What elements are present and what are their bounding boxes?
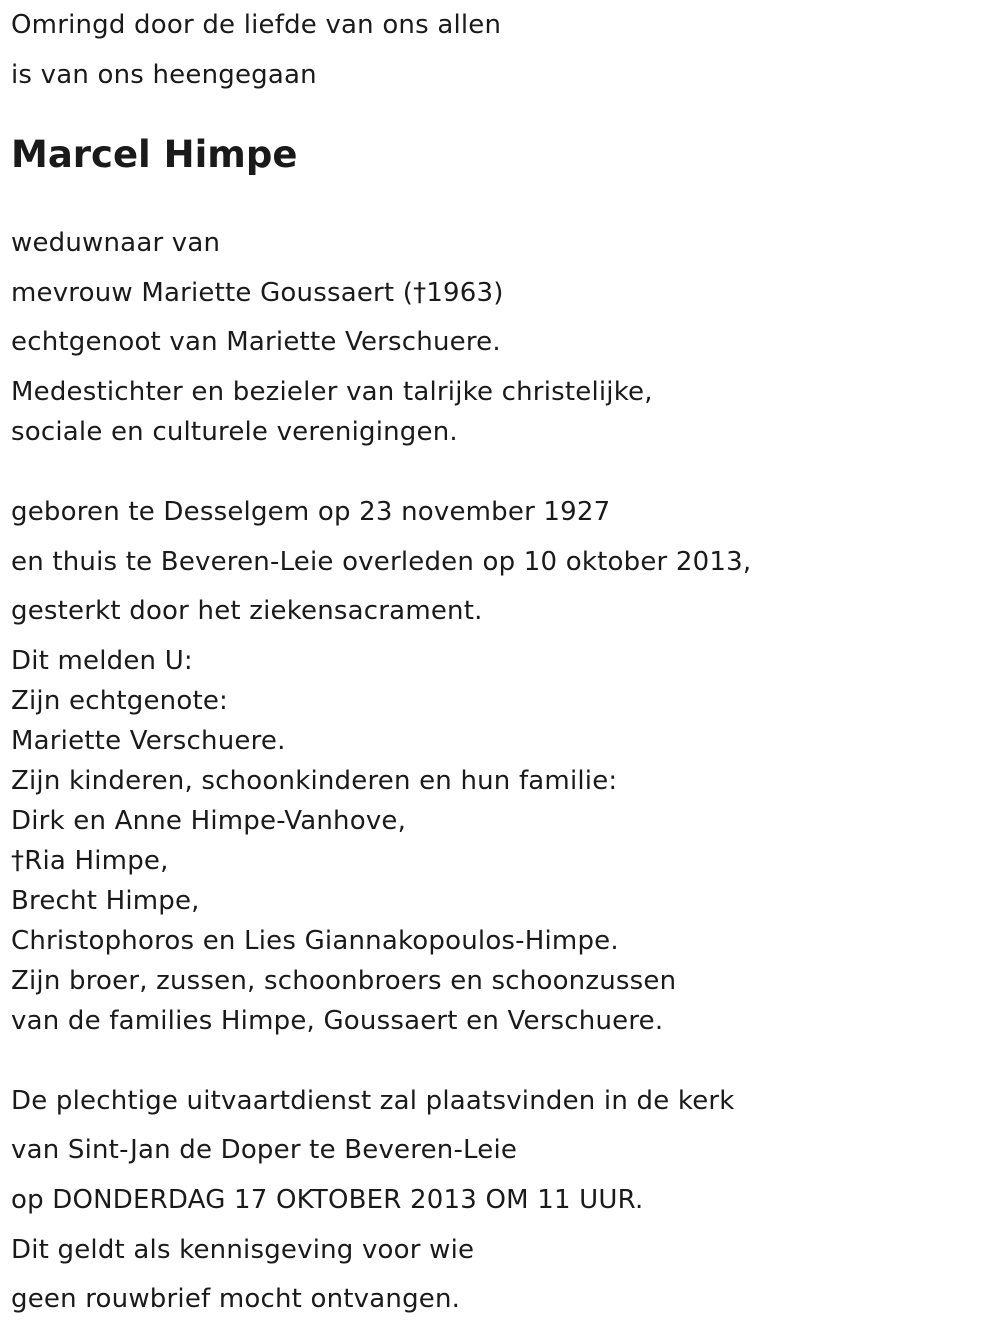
intro-line-2: is van ons heengegaan bbox=[11, 60, 317, 90]
child-line: Brecht Himpe, bbox=[11, 886, 200, 916]
child-line: Dirk en Anne Himpe-Vanhove, bbox=[11, 806, 407, 836]
born-line: geboren te Desselgem op 23 november 1927 bbox=[11, 497, 611, 527]
children-label: Zijn kinderen, schoonkinderen en hun familie: bbox=[11, 766, 618, 796]
relation-line-5: sociale en culturele verenigingen. bbox=[11, 417, 458, 447]
died-line: en thuis te Beveren-Leie overleden op 10 oktober 2013, bbox=[11, 547, 752, 577]
child-line: Christophoros en Lies Giannakopoulos-Himpe. bbox=[11, 926, 619, 956]
funeral-line-2: van Sint-Jan de Doper te Beveren-Leie bbox=[11, 1135, 518, 1165]
relation-line-1: weduwnaar van bbox=[11, 228, 221, 258]
relation-line-3: echtgenoot van Mariette Verschuere. bbox=[11, 327, 501, 357]
spouse-name: Mariette Verschuere. bbox=[11, 726, 286, 756]
funeral-line-3: op DONDERDAG 17 OKTOBER 2013 OM 11 UUR. bbox=[11, 1185, 644, 1215]
notice-line-1: Dit geldt als kennisgeving voor wie bbox=[11, 1235, 475, 1265]
intro-line-1: Omringd door de liefde van ons allen bbox=[11, 10, 502, 40]
relation-line-2: mevrouw Mariette Goussaert (†1963) bbox=[11, 278, 504, 308]
deceased-name: Marcel Himpe bbox=[11, 133, 298, 176]
funeral-line-1: De plechtige uitvaartdienst zal plaatsvinden in de kerk bbox=[11, 1086, 735, 1116]
notice-line-2: geen rouwbrief mocht ontvangen. bbox=[11, 1284, 461, 1314]
siblings-line-1: Zijn broer, zussen, schoonbroers en schoonzussen bbox=[11, 966, 677, 996]
siblings-line-2: van de families Himpe, Goussaert en Verschuere. bbox=[11, 1006, 664, 1036]
child-line: †Ria Himpe, bbox=[11, 846, 169, 876]
family-intro: Dit melden U: bbox=[11, 646, 193, 676]
spouse-label: Zijn echtgenote: bbox=[11, 686, 229, 716]
sacrament-line: gesterkt door het ziekensacrament. bbox=[11, 596, 483, 626]
relation-line-4: Medestichter en bezieler van talrijke christelijke, bbox=[11, 377, 653, 407]
